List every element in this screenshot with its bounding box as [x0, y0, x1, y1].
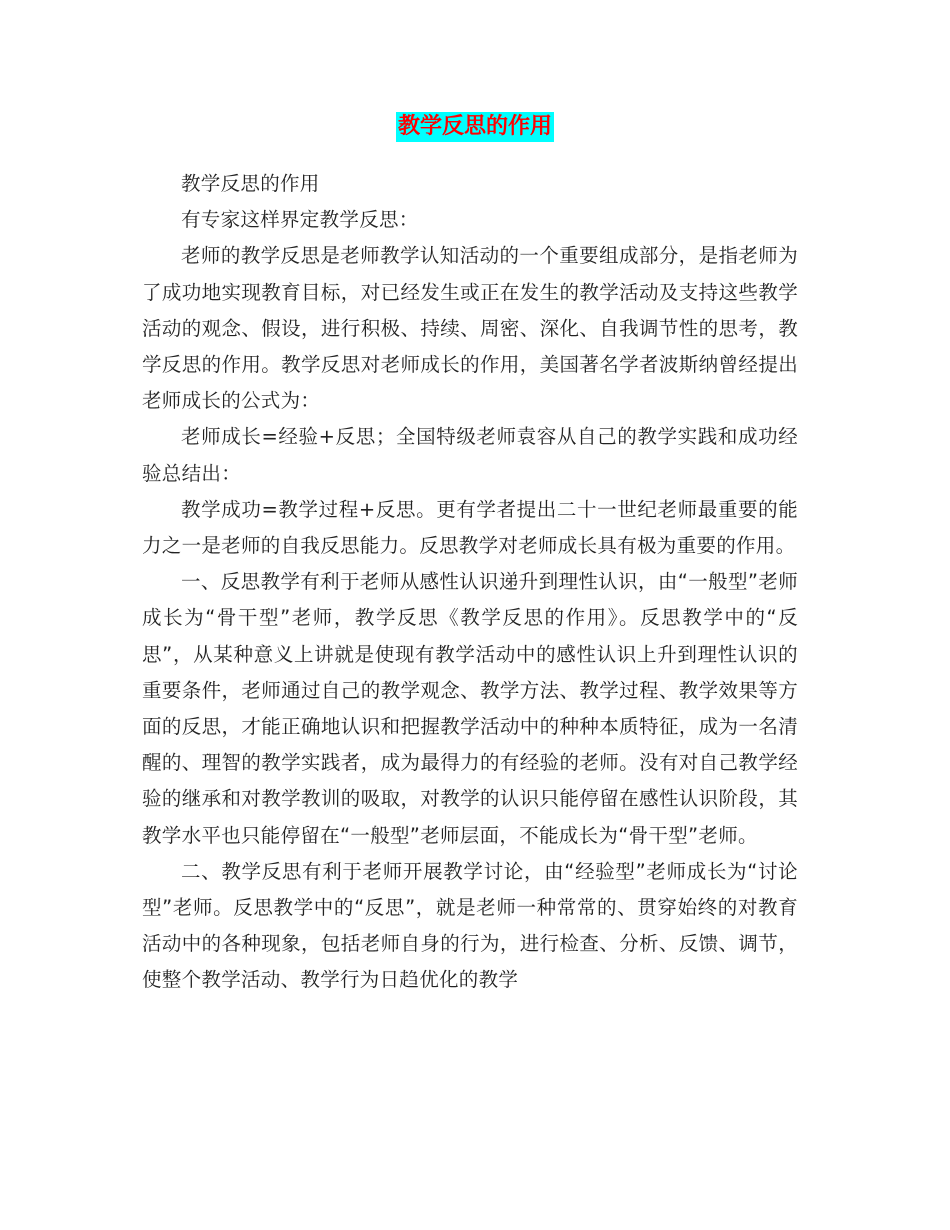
paragraph: 老师成长=经验+反思；全国特级老师袁容从自己的教学实践和成功经验总结出： [142, 425, 798, 485]
paragraph: 教学反思的作用 [181, 172, 320, 195]
document-title: 教学反思的作用 [396, 112, 554, 142]
document-body [142, 166, 798, 999]
paragraph: 二、教学反思有利于老师开展教学讨论，由“经验型”老师成长为“讨论型”老师。反思教学中的“反思”，就是老师一种常常的、贯穿始终的对教育活动中的各种现象，包括老师自身的行为，进行检查、分析、反馈、调节，使整个教学活动、教学行为日趋优化的教学 [142, 859, 798, 992]
paragraph: 有专家这样界定教学反思： [181, 208, 419, 232]
paragraph: 老师的教学反思是老师教学认知活动的一个重要组成部分，是指老师为了成功地实现教育目标，对已经发生或正在发生的教学活动及支持这些教学活动的观念、假设，进行积极、持续、周密、深化、自我调节性的思考，教学反思的作用。教学反思对老师成长的作用，美国著名学者波斯纳曾经提出老师成长的公式为： [142, 244, 798, 413]
paragraph: 一、反思教学有利于老师从感性认识递升到理性认识，由“一般型”老师成长为“骨干型”老师，教学反思《教学反思的作用》。反思教学中的“反思”，从某种意义上讲就是使现有教学活动中的感性认识上升到理性认识的重要条件，老师通过自己的教学观念、教学方法、教学过程、教学效果等方面的反思，才能正确地认识和把握教学活动中的种种本质特征，成为一名清醒的、理智的教学实践者，成为最得力的有经验的老师。没有对自己教学经验的继承和对教学教训的吸取，对教学的认识只能停留在感性认识阶段，其教学水平也只能停留在“一般型”老师层面，不能成长为“骨干型”老师。 [142, 570, 798, 847]
title-container [0, 112, 950, 142]
paragraph: 教学成功=教学过程+反思。更有学者提出二十一世纪老师最重要的能力之一是老师的自我反思能力。反思教学对老师成长具有极为重要的作用。 [142, 497, 798, 558]
